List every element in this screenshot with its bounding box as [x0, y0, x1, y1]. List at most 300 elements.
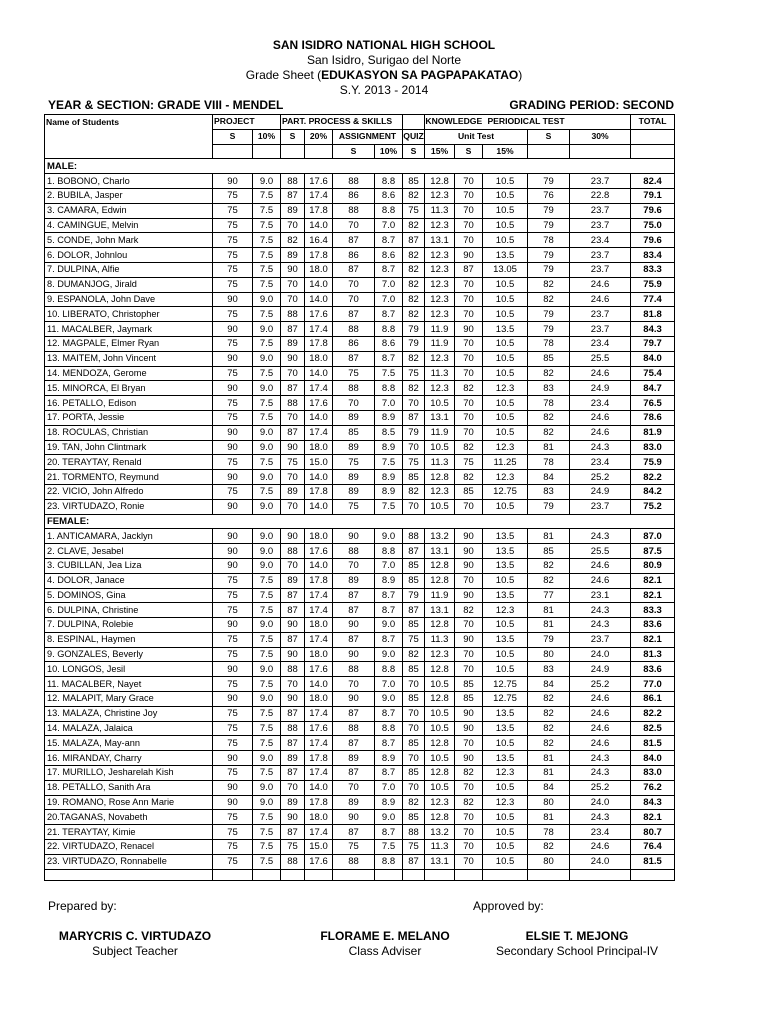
table-row: [45, 854, 675, 869]
project-pct: 7.5: [253, 262, 281, 277]
periodical-score: 78: [528, 396, 570, 411]
table-row: [45, 632, 675, 647]
student-name: 5. CONDE, John Mark: [45, 233, 213, 248]
part-pct: 17.4: [305, 322, 333, 337]
project-score: 90: [213, 425, 253, 440]
periodical-pct: 23.4: [570, 336, 631, 351]
project-pct: 7.5: [253, 218, 281, 233]
part-score: 87: [281, 825, 305, 840]
part-pct: 18.0: [305, 440, 333, 455]
header-spacer: [213, 144, 253, 159]
grade-table: [44, 114, 675, 881]
table-row: [45, 662, 675, 677]
school-year: S.Y. 2013 - 2014: [339, 83, 429, 97]
unit-test-score: 82: [455, 603, 483, 618]
student-name: 8. ESPINAL, Haymen: [45, 632, 213, 647]
project-pct: 9.0: [253, 544, 281, 559]
part-score: 90: [281, 647, 305, 662]
header-spacer: [631, 129, 675, 144]
header-knowledge: KNOWLEDGE: [425, 115, 483, 130]
student-name: 12. MALAPIT, Mary Grace: [45, 692, 213, 707]
student-name: 15. MINORCA, El Bryan: [45, 381, 213, 396]
table-row: [45, 396, 675, 411]
unit-test-pct: 11.25: [483, 455, 528, 470]
total-grade: 75.0: [631, 218, 675, 233]
unit-test-pct: 13.5: [483, 529, 528, 544]
blank-cell: [403, 869, 425, 880]
quiz-pct: 10.5: [425, 721, 455, 736]
periodical-score: 81: [528, 440, 570, 455]
quiz-pct: 12.8: [425, 558, 455, 573]
periodical-score: 81: [528, 766, 570, 781]
assignment-score: 87: [333, 766, 375, 781]
part-score: 88: [281, 307, 305, 322]
quiz-pct: 11.9: [425, 425, 455, 440]
assignment-score: 70: [333, 396, 375, 411]
quiz-pct: 10.5: [425, 499, 455, 514]
assignment-score: 70: [333, 780, 375, 795]
total-grade: 79.1: [631, 188, 675, 203]
part-pct: 18.0: [305, 262, 333, 277]
project-score: 75: [213, 203, 253, 218]
periodical-score: 82: [528, 692, 570, 707]
header-row-1: [45, 115, 675, 130]
total-grade: 82.2: [631, 706, 675, 721]
part-score: 89: [281, 248, 305, 263]
part-score: 82: [281, 233, 305, 248]
total-grade: 84.3: [631, 322, 675, 337]
quiz-pct: 12.3: [425, 647, 455, 662]
project-score: 75: [213, 218, 253, 233]
header-row-2: [45, 129, 675, 144]
header-periodical-test: PERIODICAL TEST: [483, 115, 570, 130]
project-score: 75: [213, 573, 253, 588]
periodical-pct: 24.0: [570, 854, 631, 869]
header-unit-test-15pct: 15%: [483, 144, 528, 159]
quiz-score: 82: [403, 484, 425, 499]
quiz-pct: 12.8: [425, 810, 455, 825]
table-row: [45, 529, 675, 544]
quiz-score: 82: [403, 218, 425, 233]
unit-test-score: 70: [455, 736, 483, 751]
project-score: 75: [213, 736, 253, 751]
blank-row: [45, 869, 675, 880]
table-row: [45, 440, 675, 455]
part-pct: 17.8: [305, 248, 333, 263]
header-project: PROJECT: [213, 115, 253, 130]
part-score: 87: [281, 188, 305, 203]
periodical-pct: 24.6: [570, 277, 631, 292]
table-row: [45, 233, 675, 248]
quiz-pct: 13.1: [425, 544, 455, 559]
part-score: 87: [281, 425, 305, 440]
part-pct: 16.4: [305, 233, 333, 248]
total-grade: 83.0: [631, 766, 675, 781]
grading-period: GRADING PERIOD: SECOND: [509, 98, 674, 112]
unit-test-pct: 10.5: [483, 810, 528, 825]
assignment-pct: 9.0: [375, 692, 403, 707]
table-row: [45, 544, 675, 559]
total-grade: 83.3: [631, 262, 675, 277]
project-score: 75: [213, 588, 253, 603]
student-name: 11. MACALBER, Nayet: [45, 677, 213, 692]
periodical-pct: 24.6: [570, 736, 631, 751]
student-name: 3. CAMARA, Edwin: [45, 203, 213, 218]
blank-cell: [213, 869, 253, 880]
periodical-score: 82: [528, 573, 570, 588]
quiz-pct: 12.8: [425, 662, 455, 677]
project-score: 75: [213, 336, 253, 351]
table-row: [45, 292, 675, 307]
part-score: 90: [281, 618, 305, 633]
assignment-pct: 9.0: [375, 529, 403, 544]
unit-test-score: 70: [455, 647, 483, 662]
quiz-score: 85: [403, 736, 425, 751]
periodical-pct: 24.3: [570, 529, 631, 544]
unit-test-score: 87: [455, 262, 483, 277]
unit-test-score: 70: [455, 780, 483, 795]
assignment-score: 87: [333, 588, 375, 603]
assignment-pct: 8.8: [375, 203, 403, 218]
assignment-pct: 7.0: [375, 677, 403, 692]
assignment-pct: 8.7: [375, 706, 403, 721]
student-name: 20. TERAYTAY, Renald: [45, 455, 213, 470]
assignment-score: 88: [333, 662, 375, 677]
assignment-score: 87: [333, 351, 375, 366]
unit-test-pct: 10.5: [483, 336, 528, 351]
assignment-score: 90: [333, 810, 375, 825]
signatory-name: MARYCRIS C. VIRTUDAZO: [58, 929, 212, 943]
unit-test-pct: 12.3: [483, 440, 528, 455]
assignment-score: 87: [333, 825, 375, 840]
unit-test-score: 85: [455, 677, 483, 692]
unit-test-pct: 13.5: [483, 632, 528, 647]
periodical-pct: 25.2: [570, 470, 631, 485]
part-pct: 17.8: [305, 336, 333, 351]
project-score: 90: [213, 529, 253, 544]
total-grade: 79.6: [631, 233, 675, 248]
project-pct: 9.0: [253, 499, 281, 514]
assignment-score: 86: [333, 188, 375, 203]
quiz-pct: 12.8: [425, 573, 455, 588]
part-score: 70: [281, 677, 305, 692]
assignment-score: 89: [333, 470, 375, 485]
unit-test-pct: 10.5: [483, 366, 528, 381]
project-pct: 7.5: [253, 603, 281, 618]
part-score: 88: [281, 721, 305, 736]
assignment-score: 88: [333, 854, 375, 869]
assignment-pct: 8.8: [375, 854, 403, 869]
part-score: 89: [281, 573, 305, 588]
approved-by-label: Approved by:: [473, 899, 544, 913]
unit-test-score: 90: [455, 558, 483, 573]
quiz-score: 70: [403, 677, 425, 692]
total-grade: 83.6: [631, 662, 675, 677]
periodical-pct: 24.3: [570, 810, 631, 825]
quiz-pct: 12.3: [425, 277, 455, 292]
project-pct: 7.5: [253, 396, 281, 411]
assignment-pct: 8.7: [375, 766, 403, 781]
header-spacer: [570, 115, 631, 130]
project-score: 75: [213, 840, 253, 855]
periodical-score: 84: [528, 780, 570, 795]
project-score: 75: [213, 766, 253, 781]
periodical-pct: 25.2: [570, 677, 631, 692]
quiz-score: 82: [403, 351, 425, 366]
project-score: 75: [213, 825, 253, 840]
part-score: 89: [281, 203, 305, 218]
student-name: 9. GONZALES, Beverly: [45, 647, 213, 662]
periodical-pct: 24.3: [570, 751, 631, 766]
assignment-score: 89: [333, 484, 375, 499]
assignment-pct: 8.8: [375, 322, 403, 337]
assignment-score: 86: [333, 248, 375, 263]
table-row: [45, 558, 675, 573]
unit-test-score: 90: [455, 588, 483, 603]
project-pct: 9.0: [253, 292, 281, 307]
quiz-score: 85: [403, 174, 425, 189]
total-grade: 82.5: [631, 721, 675, 736]
unit-test-score: 90: [455, 248, 483, 263]
assignment-pct: 8.9: [375, 470, 403, 485]
unit-test-score: 70: [455, 203, 483, 218]
project-score: 90: [213, 351, 253, 366]
unit-test-pct: 10.5: [483, 292, 528, 307]
unit-test-pct: 10.5: [483, 425, 528, 440]
blank-cell: [483, 869, 528, 880]
student-name: 23. VIRTUDAZO, Ronnabelle: [45, 854, 213, 869]
assignment-score: 70: [333, 677, 375, 692]
unit-test-pct: 13.5: [483, 721, 528, 736]
total-grade: 84.0: [631, 751, 675, 766]
periodical-score: 81: [528, 810, 570, 825]
part-score: 89: [281, 336, 305, 351]
student-name: 11. MACALBER, Jaymark: [45, 322, 213, 337]
table-row: [45, 647, 675, 662]
student-name: 22. VIRTUDAZO, Renacel: [45, 840, 213, 855]
part-pct: 17.4: [305, 825, 333, 840]
unit-test-pct: 10.5: [483, 233, 528, 248]
assignment-pct: 8.7: [375, 307, 403, 322]
quiz-pct: 12.8: [425, 736, 455, 751]
table-row: [45, 455, 675, 470]
unit-test-score: 70: [455, 662, 483, 677]
periodical-score: 82: [528, 736, 570, 751]
assignment-pct: 8.9: [375, 440, 403, 455]
header-total: TOTAL: [631, 115, 675, 130]
project-score: 75: [213, 706, 253, 721]
project-score: 75: [213, 603, 253, 618]
periodical-score: 81: [528, 751, 570, 766]
project-score: 75: [213, 455, 253, 470]
signatory-class-adviser: [310, 929, 460, 958]
project-pct: 7.5: [253, 840, 281, 855]
project-pct: 7.5: [253, 277, 281, 292]
assignment-pct: 8.9: [375, 573, 403, 588]
quiz-score: 85: [403, 766, 425, 781]
unit-test-score: 70: [455, 573, 483, 588]
assignment-score: 75: [333, 499, 375, 514]
periodical-score: 82: [528, 410, 570, 425]
assignment-score: 90: [333, 618, 375, 633]
unit-test-score: 70: [455, 810, 483, 825]
quiz-pct: 13.1: [425, 233, 455, 248]
project-pct: 7.5: [253, 677, 281, 692]
periodical-score: 82: [528, 425, 570, 440]
assignment-pct: 7.5: [375, 455, 403, 470]
unit-test-pct: 10.5: [483, 174, 528, 189]
student-name: 4. CAMINGUE, Melvin: [45, 218, 213, 233]
part-pct: 17.6: [305, 721, 333, 736]
periodical-score: 76: [528, 188, 570, 203]
total-grade: 81.3: [631, 647, 675, 662]
grade-sheet-title: [0, 68, 768, 82]
part-pct: 18.0: [305, 810, 333, 825]
project-score: 90: [213, 692, 253, 707]
unit-test-score: 70: [455, 292, 483, 307]
project-pct: 9.0: [253, 529, 281, 544]
assignment-score: 87: [333, 262, 375, 277]
project-score: 90: [213, 499, 253, 514]
periodical-pct: 23.7: [570, 262, 631, 277]
table-row: [45, 484, 675, 499]
student-name: 18. ROCULAS, Christian: [45, 425, 213, 440]
quiz-pct: 12.3: [425, 484, 455, 499]
part-score: 87: [281, 706, 305, 721]
part-pct: 17.4: [305, 425, 333, 440]
project-pct: 7.5: [253, 233, 281, 248]
assignment-score: 90: [333, 692, 375, 707]
student-name: 15. MALAZA, May-ann: [45, 736, 213, 751]
quiz-pct: 10.5: [425, 706, 455, 721]
quiz-score: 88: [403, 825, 425, 840]
quiz-pct: 11.3: [425, 632, 455, 647]
periodical-pct: 23.7: [570, 218, 631, 233]
table-row: [45, 322, 675, 337]
part-score: 90: [281, 440, 305, 455]
assignment-score: 87: [333, 603, 375, 618]
project-pct: 9.0: [253, 618, 281, 633]
quiz-pct: 12.3: [425, 381, 455, 396]
total-grade: 76.4: [631, 840, 675, 855]
unit-test-pct: 13.5: [483, 322, 528, 337]
part-pct: 17.8: [305, 751, 333, 766]
project-pct: 7.5: [253, 573, 281, 588]
part-pct: 14.0: [305, 677, 333, 692]
unit-test-pct: 10.5: [483, 499, 528, 514]
quiz-pct: 10.5: [425, 440, 455, 455]
periodical-score: 82: [528, 721, 570, 736]
project-pct: 7.5: [253, 632, 281, 647]
assignment-score: 88: [333, 203, 375, 218]
part-score: 87: [281, 381, 305, 396]
periodical-pct: 23.4: [570, 396, 631, 411]
header-part-s: S: [281, 129, 305, 144]
part-score: 87: [281, 632, 305, 647]
header-periodical-s: S: [528, 129, 570, 144]
quiz-score: 82: [403, 381, 425, 396]
periodical-pct: 23.4: [570, 825, 631, 840]
total-grade: 83.3: [631, 603, 675, 618]
project-score: 75: [213, 248, 253, 263]
periodical-score: 83: [528, 381, 570, 396]
quiz-score: 70: [403, 440, 425, 455]
unit-test-score: 70: [455, 351, 483, 366]
blank-cell: [45, 869, 213, 880]
part-score: 75: [281, 840, 305, 855]
assignment-score: 70: [333, 218, 375, 233]
assignment-score: 90: [333, 529, 375, 544]
assignment-pct: 9.0: [375, 810, 403, 825]
periodical-pct: 24.3: [570, 440, 631, 455]
total-grade: 76.2: [631, 780, 675, 795]
quiz-score: 85: [403, 470, 425, 485]
assignment-pct: 7.0: [375, 396, 403, 411]
periodical-pct: 24.3: [570, 766, 631, 781]
part-pct: 14.0: [305, 366, 333, 381]
quiz-score: 82: [403, 307, 425, 322]
project-score: 75: [213, 721, 253, 736]
quiz-score: 79: [403, 588, 425, 603]
assignment-score: 89: [333, 795, 375, 810]
blank-cell: [455, 869, 483, 880]
unit-test-score: 70: [455, 218, 483, 233]
header-assignment-s: S: [333, 144, 375, 159]
part-score: 90: [281, 810, 305, 825]
periodical-score: 80: [528, 647, 570, 662]
part-pct: 17.6: [305, 854, 333, 869]
quiz-score: 82: [403, 262, 425, 277]
periodical-score: 79: [528, 248, 570, 263]
quiz-score: 70: [403, 706, 425, 721]
project-score: 75: [213, 854, 253, 869]
total-grade: 87.5: [631, 544, 675, 559]
section-label: MALE:: [45, 159, 675, 174]
assignment-pct: 7.5: [375, 499, 403, 514]
student-name: 9. ESPANOLA, John Dave: [45, 292, 213, 307]
total-grade: 82.1: [631, 810, 675, 825]
part-score: 89: [281, 751, 305, 766]
total-grade: 83.6: [631, 618, 675, 633]
project-pct: 9.0: [253, 381, 281, 396]
table-row: [45, 218, 675, 233]
table-row: [45, 825, 675, 840]
assignment-score: 89: [333, 410, 375, 425]
quiz-pct: 11.3: [425, 840, 455, 855]
header-quiz-s: S: [403, 144, 425, 159]
part-pct: 14.0: [305, 218, 333, 233]
project-score: 75: [213, 307, 253, 322]
periodical-score: 82: [528, 840, 570, 855]
periodical-score: 79: [528, 174, 570, 189]
periodical-score: 85: [528, 351, 570, 366]
periodical-pct: 24.6: [570, 410, 631, 425]
quiz-pct: 13.2: [425, 529, 455, 544]
table-row: [45, 307, 675, 322]
periodical-score: 82: [528, 706, 570, 721]
assignment-score: 90: [333, 647, 375, 662]
unit-test-pct: 12.3: [483, 603, 528, 618]
part-score: 70: [281, 558, 305, 573]
student-name: 19. TAN, John Clintmark: [45, 440, 213, 455]
unit-test-score: 70: [455, 366, 483, 381]
unit-test-score: 70: [455, 825, 483, 840]
periodical-pct: 24.9: [570, 381, 631, 396]
part-score: 87: [281, 603, 305, 618]
periodical-pct: 24.0: [570, 647, 631, 662]
assignment-pct: 8.8: [375, 544, 403, 559]
assignment-score: 75: [333, 366, 375, 381]
